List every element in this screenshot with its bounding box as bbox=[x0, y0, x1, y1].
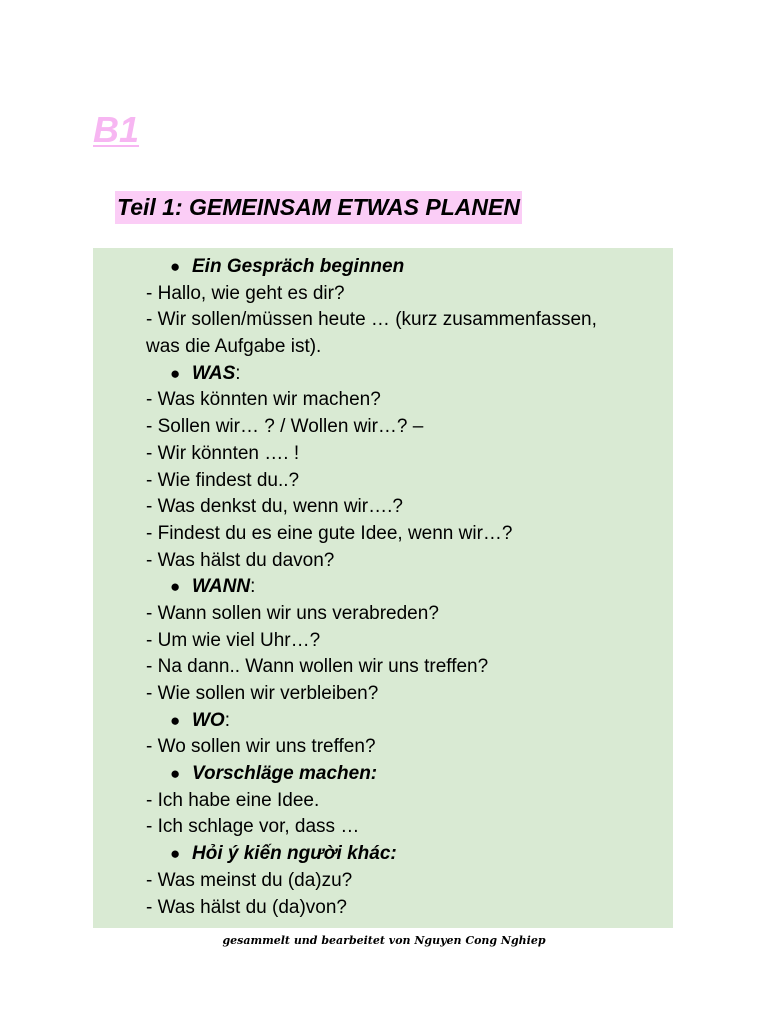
bullet-icon: ● bbox=[170, 710, 181, 730]
phrase-item: - Na dann.. Wann wollen wir uns treffen? bbox=[146, 656, 489, 678]
phrase-item: - Was hälst du davon? bbox=[146, 549, 335, 571]
phrase-heading-text: Hỏi ý kiến người khác: bbox=[192, 843, 397, 865]
phrase-item: was die Aufgabe ist). bbox=[146, 336, 322, 358]
phrase-item: - Wie sollen wir verbleiben? bbox=[146, 683, 379, 704]
phrase-heading-text: WAS bbox=[192, 362, 236, 384]
phrase-heading-suffix: : bbox=[224, 709, 230, 731]
phrase-item: - Was meinst du (da)zu? bbox=[146, 869, 353, 891]
phrase-item: - Was denkst du, wenn wir….? bbox=[146, 496, 403, 518]
phrase-heading bbox=[146, 574, 673, 601]
phrase-item: - Was hälst du (da)von? bbox=[146, 896, 347, 918]
level-heading: B1 bbox=[93, 109, 140, 150]
phrase-item: - Findest du es eine gute Idee, wenn wir…? bbox=[146, 522, 513, 544]
bullet-icon: ● bbox=[170, 363, 181, 383]
phrase-item: - Wo sollen wir uns treffen? bbox=[146, 736, 376, 758]
phrase-heading-text: Ein Gespräch beginnen bbox=[192, 256, 405, 277]
bullet-icon: ● bbox=[170, 844, 181, 864]
phrase-heading-text: WO bbox=[192, 709, 225, 731]
phrase-item: - Um wie viel Uhr…? bbox=[146, 629, 321, 651]
phrase-heading bbox=[146, 254, 673, 281]
phrase-item: - Sollen wir… ? / Wollen wir…? – bbox=[146, 416, 424, 438]
phrase-box bbox=[93, 248, 673, 928]
phrase-heading bbox=[146, 841, 673, 868]
section-title: Teil 1: GEMEINSAM ETWAS PLANEN bbox=[115, 191, 522, 224]
phrase-item: - Wann sollen wir uns verabreden? bbox=[146, 602, 439, 624]
phrase-item: - Hallo, wie geht es dir? bbox=[146, 282, 345, 304]
phrase-item: - Wir könnten …. ! bbox=[146, 442, 300, 464]
phrase-item: - Ich schlage vor, dass … bbox=[146, 816, 360, 838]
phrase-item: - Ich habe eine Idee. bbox=[146, 789, 320, 811]
bullet-icon: ● bbox=[170, 257, 181, 276]
phrase-heading-suffix: : bbox=[235, 362, 241, 384]
phrase-heading bbox=[146, 761, 673, 788]
phrase-heading-text: Vorschläge machen: bbox=[192, 763, 378, 785]
phrase-item: - Wir sollen/müssen heute … (kurz zusammenfassen, bbox=[146, 309, 597, 331]
phrase-heading bbox=[146, 361, 673, 388]
phrase-heading-suffix: : bbox=[250, 576, 256, 598]
phrase-item: - Wie findest du..? bbox=[146, 469, 300, 491]
phrase-heading bbox=[146, 708, 673, 735]
phrase-item: - Was könnten wir machen? bbox=[146, 389, 381, 411]
bullet-icon: ● bbox=[170, 764, 181, 784]
phrase-heading-text: WANN bbox=[192, 576, 251, 598]
footer-credit: gesammelt und bearbeitet von Nguyen Cong Nghiep bbox=[222, 934, 546, 947]
bullet-icon: ● bbox=[170, 577, 181, 597]
